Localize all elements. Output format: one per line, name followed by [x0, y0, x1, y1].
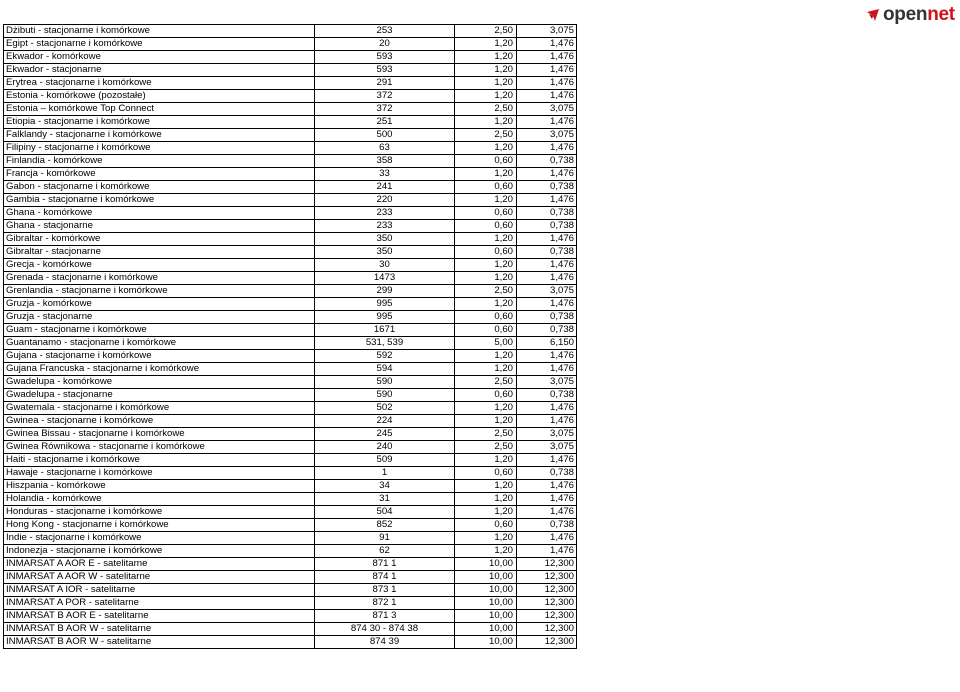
gross-price-cell: 12,300	[517, 558, 577, 571]
table-row	[4, 90, 577, 103]
destination-cell: Egipt - stacjonarne i komórkowe	[4, 38, 315, 51]
prefix-cell: 233	[315, 220, 455, 233]
destination-cell: Gwatemala - stacjonarne i komórkowe	[4, 402, 315, 415]
destination-cell: Hiszpania - komórkowe	[4, 480, 315, 493]
prefix-cell: 233	[315, 207, 455, 220]
net-price-cell: 1,20	[455, 532, 517, 545]
destination-cell: INMARSAT A AOR W - satelitarne	[4, 571, 315, 584]
destination-cell: INMARSAT B AOR E - satelitarne	[4, 610, 315, 623]
prefix-cell: 874 39	[315, 636, 455, 649]
table-row	[4, 246, 577, 259]
gross-price-cell: 1,476	[517, 350, 577, 363]
gross-price-cell: 1,476	[517, 77, 577, 90]
gross-price-cell: 1,476	[517, 259, 577, 272]
opennet-logo	[866, 4, 955, 26]
net-price-cell: 1,20	[455, 90, 517, 103]
gross-price-cell: 3,075	[517, 129, 577, 142]
prefix-cell: 871 1	[315, 558, 455, 571]
prefix-cell: 291	[315, 77, 455, 90]
destination-cell: Gwinea Równikowa - stacjonarne i komórkowe	[4, 441, 315, 454]
table-row	[4, 623, 577, 636]
destination-cell: INMARSAT B AOR W - satelitarne	[4, 623, 315, 636]
prefix-cell: 33	[315, 168, 455, 181]
net-price-cell: 0,60	[455, 155, 517, 168]
prefix-cell: 62	[315, 545, 455, 558]
destination-cell: INMARSAT A IOR - satelitarne	[4, 584, 315, 597]
net-price-cell: 1,20	[455, 51, 517, 64]
gross-price-cell: 1,476	[517, 168, 577, 181]
gross-price-cell: 3,075	[517, 25, 577, 38]
table-row	[4, 402, 577, 415]
table-row	[4, 337, 577, 350]
prefix-cell: 91	[315, 532, 455, 545]
table-row	[4, 259, 577, 272]
prefix-cell: 372	[315, 90, 455, 103]
logo-wordmark	[883, 4, 955, 26]
destination-cell: Hong Kong - stacjonarne i komórkowe	[4, 519, 315, 532]
gross-price-cell: 0,738	[517, 389, 577, 402]
prefix-cell: 224	[315, 415, 455, 428]
gross-price-cell: 0,738	[517, 324, 577, 337]
table-row	[4, 571, 577, 584]
table-row	[4, 77, 577, 90]
gross-price-cell: 12,300	[517, 610, 577, 623]
prefix-cell: 241	[315, 181, 455, 194]
table-row	[4, 532, 577, 545]
logo-prefix: open	[883, 4, 928, 25]
gross-price-cell: 1,476	[517, 415, 577, 428]
prefix-cell: 590	[315, 389, 455, 402]
prefix-cell: 500	[315, 129, 455, 142]
net-price-cell: 2,50	[455, 285, 517, 298]
destination-cell: Grecja - komórkowe	[4, 259, 315, 272]
prefix-cell: 34	[315, 480, 455, 493]
gross-price-cell: 12,300	[517, 584, 577, 597]
gross-price-cell: 1,476	[517, 38, 577, 51]
table-row	[4, 25, 577, 38]
logo-suffix: net	[927, 4, 955, 25]
destination-cell: Grenlandia - stacjonarne i komórkowe	[4, 285, 315, 298]
table-row	[4, 311, 577, 324]
net-price-cell: 1,20	[455, 493, 517, 506]
table-row	[4, 103, 577, 116]
destination-cell: INMARSAT A AOR E - satelitarne	[4, 558, 315, 571]
destination-cell: Filipiny - stacjonarne i komórkowe	[4, 142, 315, 155]
table-row	[4, 194, 577, 207]
net-price-cell: 1,20	[455, 506, 517, 519]
table-row	[4, 454, 577, 467]
net-price-cell: 1,20	[455, 233, 517, 246]
prefix-cell: 509	[315, 454, 455, 467]
gross-price-cell: 12,300	[517, 636, 577, 649]
gross-price-cell: 0,738	[517, 155, 577, 168]
destination-cell: Gibraltar - stacjonarne	[4, 246, 315, 259]
prefix-cell: 245	[315, 428, 455, 441]
table-row	[4, 493, 577, 506]
prefix-cell: 350	[315, 246, 455, 259]
table-row	[4, 38, 577, 51]
gross-price-cell: 1,476	[517, 506, 577, 519]
table-row	[4, 129, 577, 142]
net-price-cell: 1,20	[455, 168, 517, 181]
destination-cell: Ghana - stacjonarne	[4, 220, 315, 233]
gross-price-cell: 0,738	[517, 181, 577, 194]
net-price-cell: 1,20	[455, 350, 517, 363]
prefix-cell: 874 30 - 874 38	[315, 623, 455, 636]
net-price-cell: 2,50	[455, 103, 517, 116]
destination-cell: Gwadelupa - stacjonarne	[4, 389, 315, 402]
gross-price-cell: 1,476	[517, 64, 577, 77]
net-price-cell: 1,20	[455, 259, 517, 272]
destination-cell: Guantanamo - stacjonarne i komórkowe	[4, 337, 315, 350]
destination-cell: Holandia - komórkowe	[4, 493, 315, 506]
table-row	[4, 506, 577, 519]
table-row	[4, 142, 577, 155]
destination-cell: INMARSAT A POR - satelitarne	[4, 597, 315, 610]
gross-price-cell: 3,075	[517, 441, 577, 454]
prefix-cell: 299	[315, 285, 455, 298]
table-row	[4, 389, 577, 402]
prefix-cell: 872 1	[315, 597, 455, 610]
table-row	[4, 207, 577, 220]
gross-price-cell: 1,476	[517, 493, 577, 506]
gross-price-cell: 0,738	[517, 207, 577, 220]
net-price-cell: 1,20	[455, 272, 517, 285]
table-row	[4, 363, 577, 376]
destination-cell: Ghana - komórkowe	[4, 207, 315, 220]
gross-price-cell: 1,476	[517, 545, 577, 558]
prefix-cell: 253	[315, 25, 455, 38]
prefix-cell: 593	[315, 51, 455, 64]
net-price-cell: 10,00	[455, 558, 517, 571]
destination-cell: INMARSAT B AOR W - satelitarne	[4, 636, 315, 649]
table-row	[4, 51, 577, 64]
destination-cell: Haiti - stacjonarne i komórkowe	[4, 454, 315, 467]
table-row	[4, 220, 577, 233]
table-row	[4, 233, 577, 246]
opennet-logo-icon	[866, 8, 880, 22]
net-price-cell: 0,60	[455, 220, 517, 233]
prefix-cell: 592	[315, 350, 455, 363]
rates-table	[3, 24, 577, 649]
net-price-cell: 0,60	[455, 389, 517, 402]
net-price-cell: 2,50	[455, 441, 517, 454]
table-row	[4, 285, 577, 298]
destination-cell: Hawaje - stacjonarne i komórkowe	[4, 467, 315, 480]
gross-price-cell: 1,476	[517, 142, 577, 155]
net-price-cell: 2,50	[455, 376, 517, 389]
prefix-cell: 590	[315, 376, 455, 389]
net-price-cell: 0,60	[455, 324, 517, 337]
net-price-cell: 2,50	[455, 129, 517, 142]
net-price-cell: 0,60	[455, 467, 517, 480]
prefix-cell: 871 3	[315, 610, 455, 623]
prefix-cell: 531, 539	[315, 337, 455, 350]
gross-price-cell: 3,075	[517, 103, 577, 116]
destination-cell: Ekwador - komórkowe	[4, 51, 315, 64]
table-row	[4, 272, 577, 285]
gross-price-cell: 0,738	[517, 467, 577, 480]
destination-cell: Gruzja - stacjonarne	[4, 311, 315, 324]
prefix-cell: 594	[315, 363, 455, 376]
prefix-cell: 240	[315, 441, 455, 454]
net-price-cell: 10,00	[455, 636, 517, 649]
prefix-cell: 372	[315, 103, 455, 116]
table-row	[4, 168, 577, 181]
prefix-cell: 220	[315, 194, 455, 207]
net-price-cell: 0,60	[455, 246, 517, 259]
table-row	[4, 64, 577, 77]
destination-cell: Gwadelupa - komórkowe	[4, 376, 315, 389]
net-price-cell: 1,20	[455, 64, 517, 77]
table-row	[4, 610, 577, 623]
prefix-cell: 63	[315, 142, 455, 155]
prefix-cell: 995	[315, 311, 455, 324]
rates-table-body	[4, 25, 577, 649]
gross-price-cell: 1,476	[517, 90, 577, 103]
net-price-cell: 0,60	[455, 207, 517, 220]
net-price-cell: 1,20	[455, 480, 517, 493]
prefix-cell: 1	[315, 467, 455, 480]
gross-price-cell: 0,738	[517, 311, 577, 324]
gross-price-cell: 1,476	[517, 454, 577, 467]
table-row	[4, 545, 577, 558]
net-price-cell: 1,20	[455, 77, 517, 90]
destination-cell: Francja - komórkowe	[4, 168, 315, 181]
destination-cell: Gabon - stacjonarne i komórkowe	[4, 181, 315, 194]
table-row	[4, 558, 577, 571]
table-row	[4, 376, 577, 389]
gross-price-cell: 3,075	[517, 428, 577, 441]
gross-price-cell: 1,476	[517, 480, 577, 493]
gross-price-cell: 3,075	[517, 376, 577, 389]
table-row	[4, 519, 577, 532]
gross-price-cell: 1,476	[517, 272, 577, 285]
prefix-cell: 1473	[315, 272, 455, 285]
table-row	[4, 155, 577, 168]
destination-cell: Etiopia - stacjonarne i komórkowe	[4, 116, 315, 129]
table-row	[4, 415, 577, 428]
prefix-cell: 358	[315, 155, 455, 168]
net-price-cell: 1,20	[455, 142, 517, 155]
table-row	[4, 467, 577, 480]
destination-cell: Ekwador - stacjonarne	[4, 64, 315, 77]
net-price-cell: 10,00	[455, 610, 517, 623]
net-price-cell: 1,20	[455, 38, 517, 51]
net-price-cell: 0,60	[455, 311, 517, 324]
gross-price-cell: 1,476	[517, 402, 577, 415]
table-row	[4, 298, 577, 311]
destination-cell: Finlandia - komórkowe	[4, 155, 315, 168]
destination-cell: Gwinea - stacjonarne i komórkowe	[4, 415, 315, 428]
table-row	[4, 480, 577, 493]
table-row	[4, 441, 577, 454]
destination-cell: Gujana - stacjonarne i komórkowe	[4, 350, 315, 363]
gross-price-cell: 0,738	[517, 519, 577, 532]
net-price-cell: 1,20	[455, 415, 517, 428]
table-row	[4, 636, 577, 649]
prefix-cell: 31	[315, 493, 455, 506]
table-row	[4, 350, 577, 363]
destination-cell: Erytrea - stacjonarne i komórkowe	[4, 77, 315, 90]
net-price-cell: 10,00	[455, 623, 517, 636]
destination-cell: Indie - stacjonarne i komórkowe	[4, 532, 315, 545]
destination-cell: Estonia – komórkowe Top Connect	[4, 103, 315, 116]
net-price-cell: 1,20	[455, 194, 517, 207]
prefix-cell: 502	[315, 402, 455, 415]
gross-price-cell: 0,738	[517, 220, 577, 233]
table-row	[4, 116, 577, 129]
net-price-cell: 10,00	[455, 571, 517, 584]
net-price-cell: 10,00	[455, 584, 517, 597]
gross-price-cell: 1,476	[517, 532, 577, 545]
prefix-cell: 504	[315, 506, 455, 519]
destination-cell: Dżibuti - stacjonarne i komórkowe	[4, 25, 315, 38]
gross-price-cell: 1,476	[517, 116, 577, 129]
destination-cell: Gambia - stacjonarne i komórkowe	[4, 194, 315, 207]
destination-cell: Falklandy - stacjonarne i komórkowe	[4, 129, 315, 142]
net-price-cell: 2,50	[455, 25, 517, 38]
prefix-cell: 251	[315, 116, 455, 129]
net-price-cell: 5,00	[455, 337, 517, 350]
table-row	[4, 324, 577, 337]
prefix-cell: 874 1	[315, 571, 455, 584]
prefix-cell: 350	[315, 233, 455, 246]
gross-price-cell: 1,476	[517, 51, 577, 64]
net-price-cell: 1,20	[455, 545, 517, 558]
table-row	[4, 597, 577, 610]
gross-price-cell: 3,075	[517, 285, 577, 298]
gross-price-cell: 12,300	[517, 571, 577, 584]
gross-price-cell: 6,150	[517, 337, 577, 350]
destination-cell: Gujana Francuska - stacjonarne i komórkowe	[4, 363, 315, 376]
prefix-cell: 873 1	[315, 584, 455, 597]
net-price-cell: 1,20	[455, 402, 517, 415]
net-price-cell: 1,20	[455, 298, 517, 311]
gross-price-cell: 1,476	[517, 194, 577, 207]
table-row	[4, 181, 577, 194]
prefix-cell: 995	[315, 298, 455, 311]
gross-price-cell: 1,476	[517, 298, 577, 311]
prefix-cell: 852	[315, 519, 455, 532]
destination-cell: Gwinea Bissau - stacjonarne i komórkowe	[4, 428, 315, 441]
net-price-cell: 1,20	[455, 363, 517, 376]
net-price-cell: 10,00	[455, 597, 517, 610]
destination-cell: Gruzja - komórkowe	[4, 298, 315, 311]
destination-cell: Grenada - stacjonarne i komórkowe	[4, 272, 315, 285]
destination-cell: Indonezja - stacjonarne i komórkowe	[4, 545, 315, 558]
gross-price-cell: 12,300	[517, 623, 577, 636]
destination-cell: Guam - stacjonarne i komórkowe	[4, 324, 315, 337]
prefix-cell: 593	[315, 64, 455, 77]
net-price-cell: 1,20	[455, 116, 517, 129]
gross-price-cell: 12,300	[517, 597, 577, 610]
net-price-cell: 1,20	[455, 454, 517, 467]
table-row	[4, 584, 577, 597]
destination-cell: Gibraltar - komórkowe	[4, 233, 315, 246]
prefix-cell: 20	[315, 38, 455, 51]
net-price-cell: 2,50	[455, 428, 517, 441]
prefix-cell: 30	[315, 259, 455, 272]
gross-price-cell: 0,738	[517, 246, 577, 259]
gross-price-cell: 1,476	[517, 233, 577, 246]
prefix-cell: 1671	[315, 324, 455, 337]
net-price-cell: 0,60	[455, 181, 517, 194]
net-price-cell: 0,60	[455, 519, 517, 532]
destination-cell: Honduras - stacjonarne i komórkowe	[4, 506, 315, 519]
table-row	[4, 428, 577, 441]
destination-cell: Estonia - komórkowe (pozostałe)	[4, 90, 315, 103]
gross-price-cell: 1,476	[517, 363, 577, 376]
